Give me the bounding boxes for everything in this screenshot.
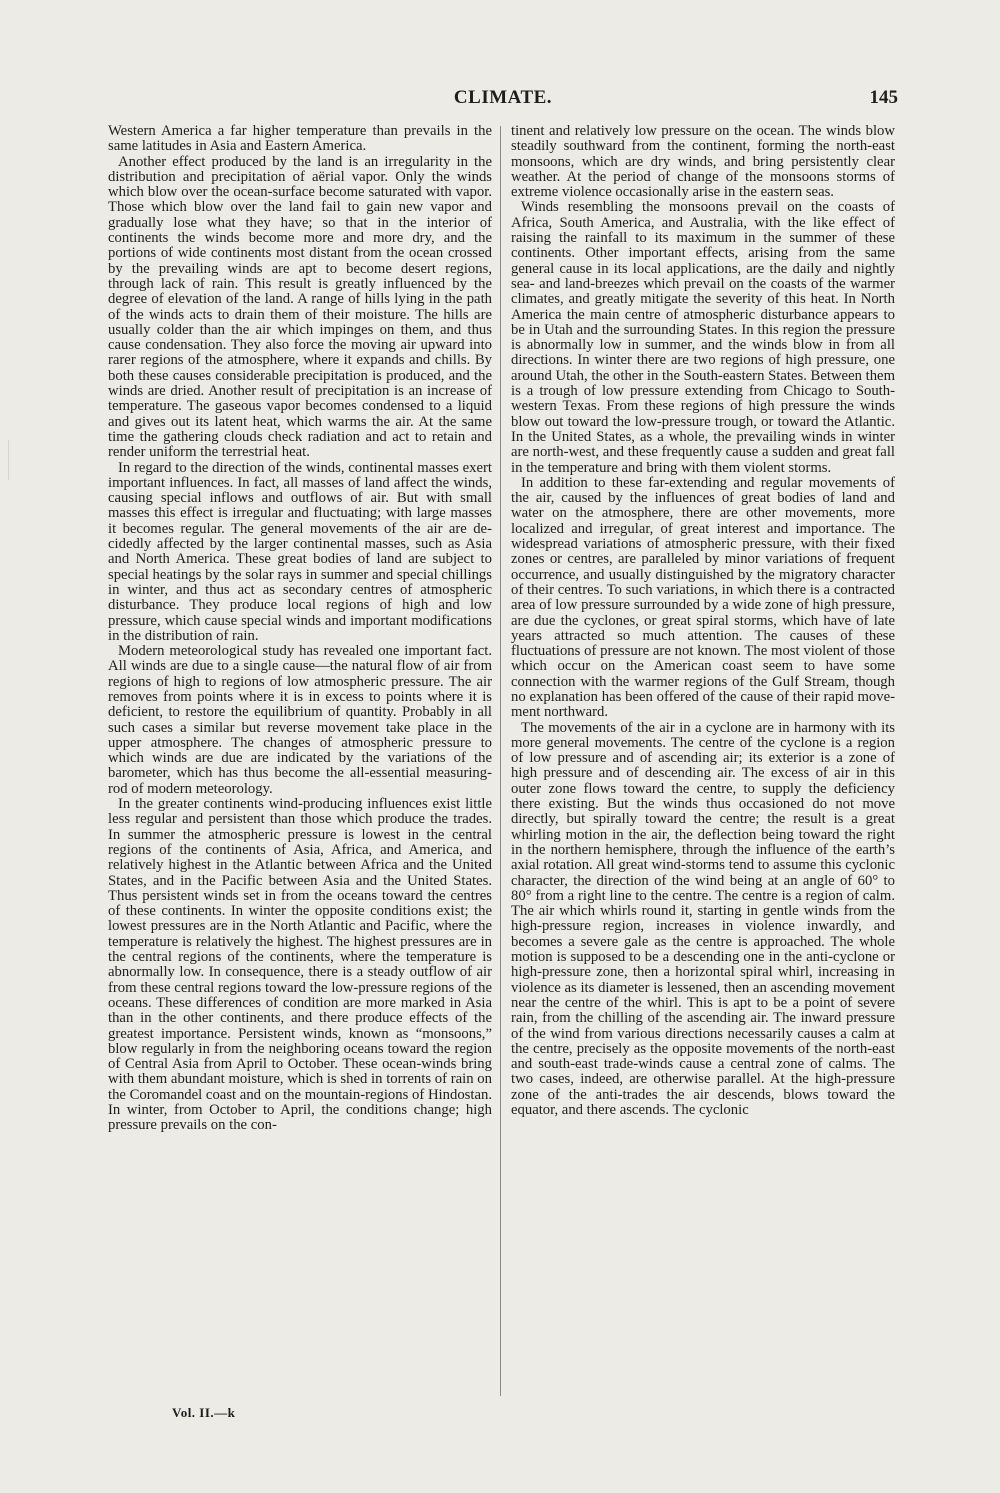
paragraph: Modern meteorological study has revealed one important fact. All winds are due to a single cause—the natural flow of air from regions of high to regions of low atmospheric pressure. The air removes from points where it is in excess to points where it is deficient, to restore the equilibrium of quantity. Probably in all such cases a similar but reverse movement take place in the upper atmosphere. The changes of atmospheric pressure to which winds are due are indicated by the variations of the barometer, which has thus become the all-essential measuring-rod of modern meteorology.	[108, 643, 492, 797]
page-number: 145	[869, 87, 898, 108]
paragraph: Another effect produced by the land is an irregularity in the distribution and precipitation of aërial vapor. Only the winds which blow over the ocean-surface become saturated with vapor. Those which blow over the land fail to gain new vapor and gradually lose what they have; so that in the interior of continents the winds become more and more dry, and the portions of wide continents most distant from the ocean crossed by the prevailing winds are apt to become desert regions, through lack of rain. This result is greatly influenced by the degree of elevation of the land. A range of hills lying in the path of the winds acts to drain them of their moisture. The hills are usually colder than the air which impinges on them, and thus cause condensation. They also force the moving air upward into rarer regions of the atmosphere, where it expands and chills. By both these causes considerable precipitation is produced, and the winds are dried. Another result of precipitation is an increase of temperature. The gaseous vapor becomes condensed to a liquid and gives out its latent heat, which warms the air. At the same time the gathering clouds check radiation and act to retain and render uniform the terrestrial heat.	[108, 153, 492, 461]
paragraph: The movements of the air in a cyclone are in harmony with its more general movements. The centre of the cyclone is a region of low pressure and of ascending air; its exterior is a zone of high pressure and of descending air. The excess of air in this outer zone flows toward the centre, to supply the deficiency there existing. But the winds thus occasioned do not move directly, but spirally toward the centre; the result is a great whirling motion in the air, the deflection being toward the right in the northern hemisphere, through the influence of the earth’s axial rotation. All great wind-storms tend to assume this cyclonic character, the direction of the wind being at an angle of 60° to 80° from a right line to the centre. The centre is a region of calm. The air which whirls round it, starting in gentle winds from the high-pressure region, increases in violence inwardly, and becomes a severe gale as the centre is approached. The whole motion is supposed to be a descending one in the anti-cyclone or high-pressure zone, then a horizontal spiral whirl, increasing in violence as its diameter is lessened, then an ascending movement near the centre of the whirl. This is apt to be a point of severe rain, from the chilling of the ascending air. The inward pressure of the wind from various directions necessarily causes a calm at the centre, precisely as the opposite movements of the north-east and south-east trade-winds cause a central zone of calms. The two cases, indeed, are otherwise parallel. At the high-pressure zone of the anti-trades the air descends, blows toward the equator, and there ascends. The cyclonic	[511, 719, 895, 1118]
left-column	[108, 124, 492, 1379]
paragraph: Western America a far higher temperature than prevails in the same latitudes in Asia and Eastern America.	[108, 124, 492, 155]
paper-mark	[8, 440, 15, 480]
page-title: CLIMATE.	[453, 87, 553, 108]
paragraph: In addition to these far-extending and regular movements of the air, caused by the influences of great bodies of land and water on the atmosphere, there are other movements, more localized and irregular, of great interest and importance. The widespread variations of atmospheric pressure, with their fixed zones or centres, are paralleled by minor variations of frequent occurrence, and usually distinguished by the migratory character of their centres. To such variations, in which there is a contracted area of low pressure surrounded by a wide zone of high pressure, are due the cyclones, or great spiral storms, which have of late years attracted so much attention. The causes of these fluctuations of pressure are not known. The most violent of those which occur on the American coast seem to have some connection with the warmer regions of the Gulf Stream, though no explanation has been offered of the cause of their rapid movement northward.	[511, 474, 895, 721]
column-divider	[500, 126, 501, 1396]
paragraph: tinent and relatively low pressure on the ocean. The winds blow steadily southward from the continent, forming the north-east monsoons, which are dry winds, and bring persistently clear weather. At the period of change of the monsoons storms of extreme violence occasionally arise in the eastern seas.	[511, 124, 895, 201]
paragraph: In the greater continents wind-producing influences exist little less regular and persistent than those which produce the trades. In summer the atmospheric pressure is lowest in the central regions of the continents of Asia, Africa, and America, and relatively highest in the Atlantic between Africa and the United States, and in the Pacific between Asia and the United States. Thus persistent winds set in from the oceans toward the centres of these continents. In winter the opposite conditions exist; the lowest pressures are in the North Atlantic and Pacific, where the temperature is relatively the highest. The highest pressures are in the central regions of the continents, where the temperature is abnormally low. In consequence, there is a steady outflow of air from these central regions toward the low-pressure regions of the oceans. These differences of condition are more marked in Asia than in the other continents, and there produce effects of the greatest importance. Persistent winds, known as “monsoons,” blow regularly in from the neighboring oceans toward the region of Central Asia from April to October. These ocean-winds bring with them abundant moisture, which is shed in torrents of rain on the Coromandel coast and on the mountain-regions of Hindostan. In winter, from October to April, the conditions change; high pressure prevails on the con-	[108, 796, 492, 1134]
paragraph: Winds resembling the monsoons prevail on the coasts of Africa, South America, and Australia, with the like effect of raising the rainfall to its maximum in the summer of these continents. Other important effects, arising from the same general cause in its local applications, are the daily and nightly sea- and land-breezes which prevail on the coasts of the warmer climates, and greatly mitigate the severity of this heat. In North America the main centre of atmospheric disturbance appears to be in Utah and the surrounding States. In this region the pressure is abnormally low in summer, and the winds blow in from all directions. In winter there are two regions of high pressure, one around Utah, the other in the South-eastern States. Between them is a trough of low pressure extending from Chicago to South-western Texas. From these regions of high pressure the winds blow out toward the low-pressure trough, or toward the Atlantic. In the United States, as a whole, the prevailing winds in winter are north-west, and these frequently cause a sudden and great fall in the temperature and bring with them violent storms.	[511, 199, 895, 476]
running-head	[108, 87, 898, 111]
paragraph: In regard to the direction of the winds, continental masses exert important influences. In fact, all masses of land affect the winds, causing special inflows and outflows of air. But with small masses this effect is irregular and fluctuating; with large masses it becomes regular. The general movements of the air are decidedly affected by the larger continental masses, such as Asia and North America. These great bodies of land are subject to special heatings by the solar rays in summer and special chillings in winter, and thus act as secondary centres of atmospheric disturbance. They produce local regions of high and low pressure, which cause special winds and important modifications in the distribution of rain.	[108, 459, 492, 644]
signature-mark: Vol. II.—k	[172, 1405, 236, 1420]
right-column	[511, 124, 895, 1379]
